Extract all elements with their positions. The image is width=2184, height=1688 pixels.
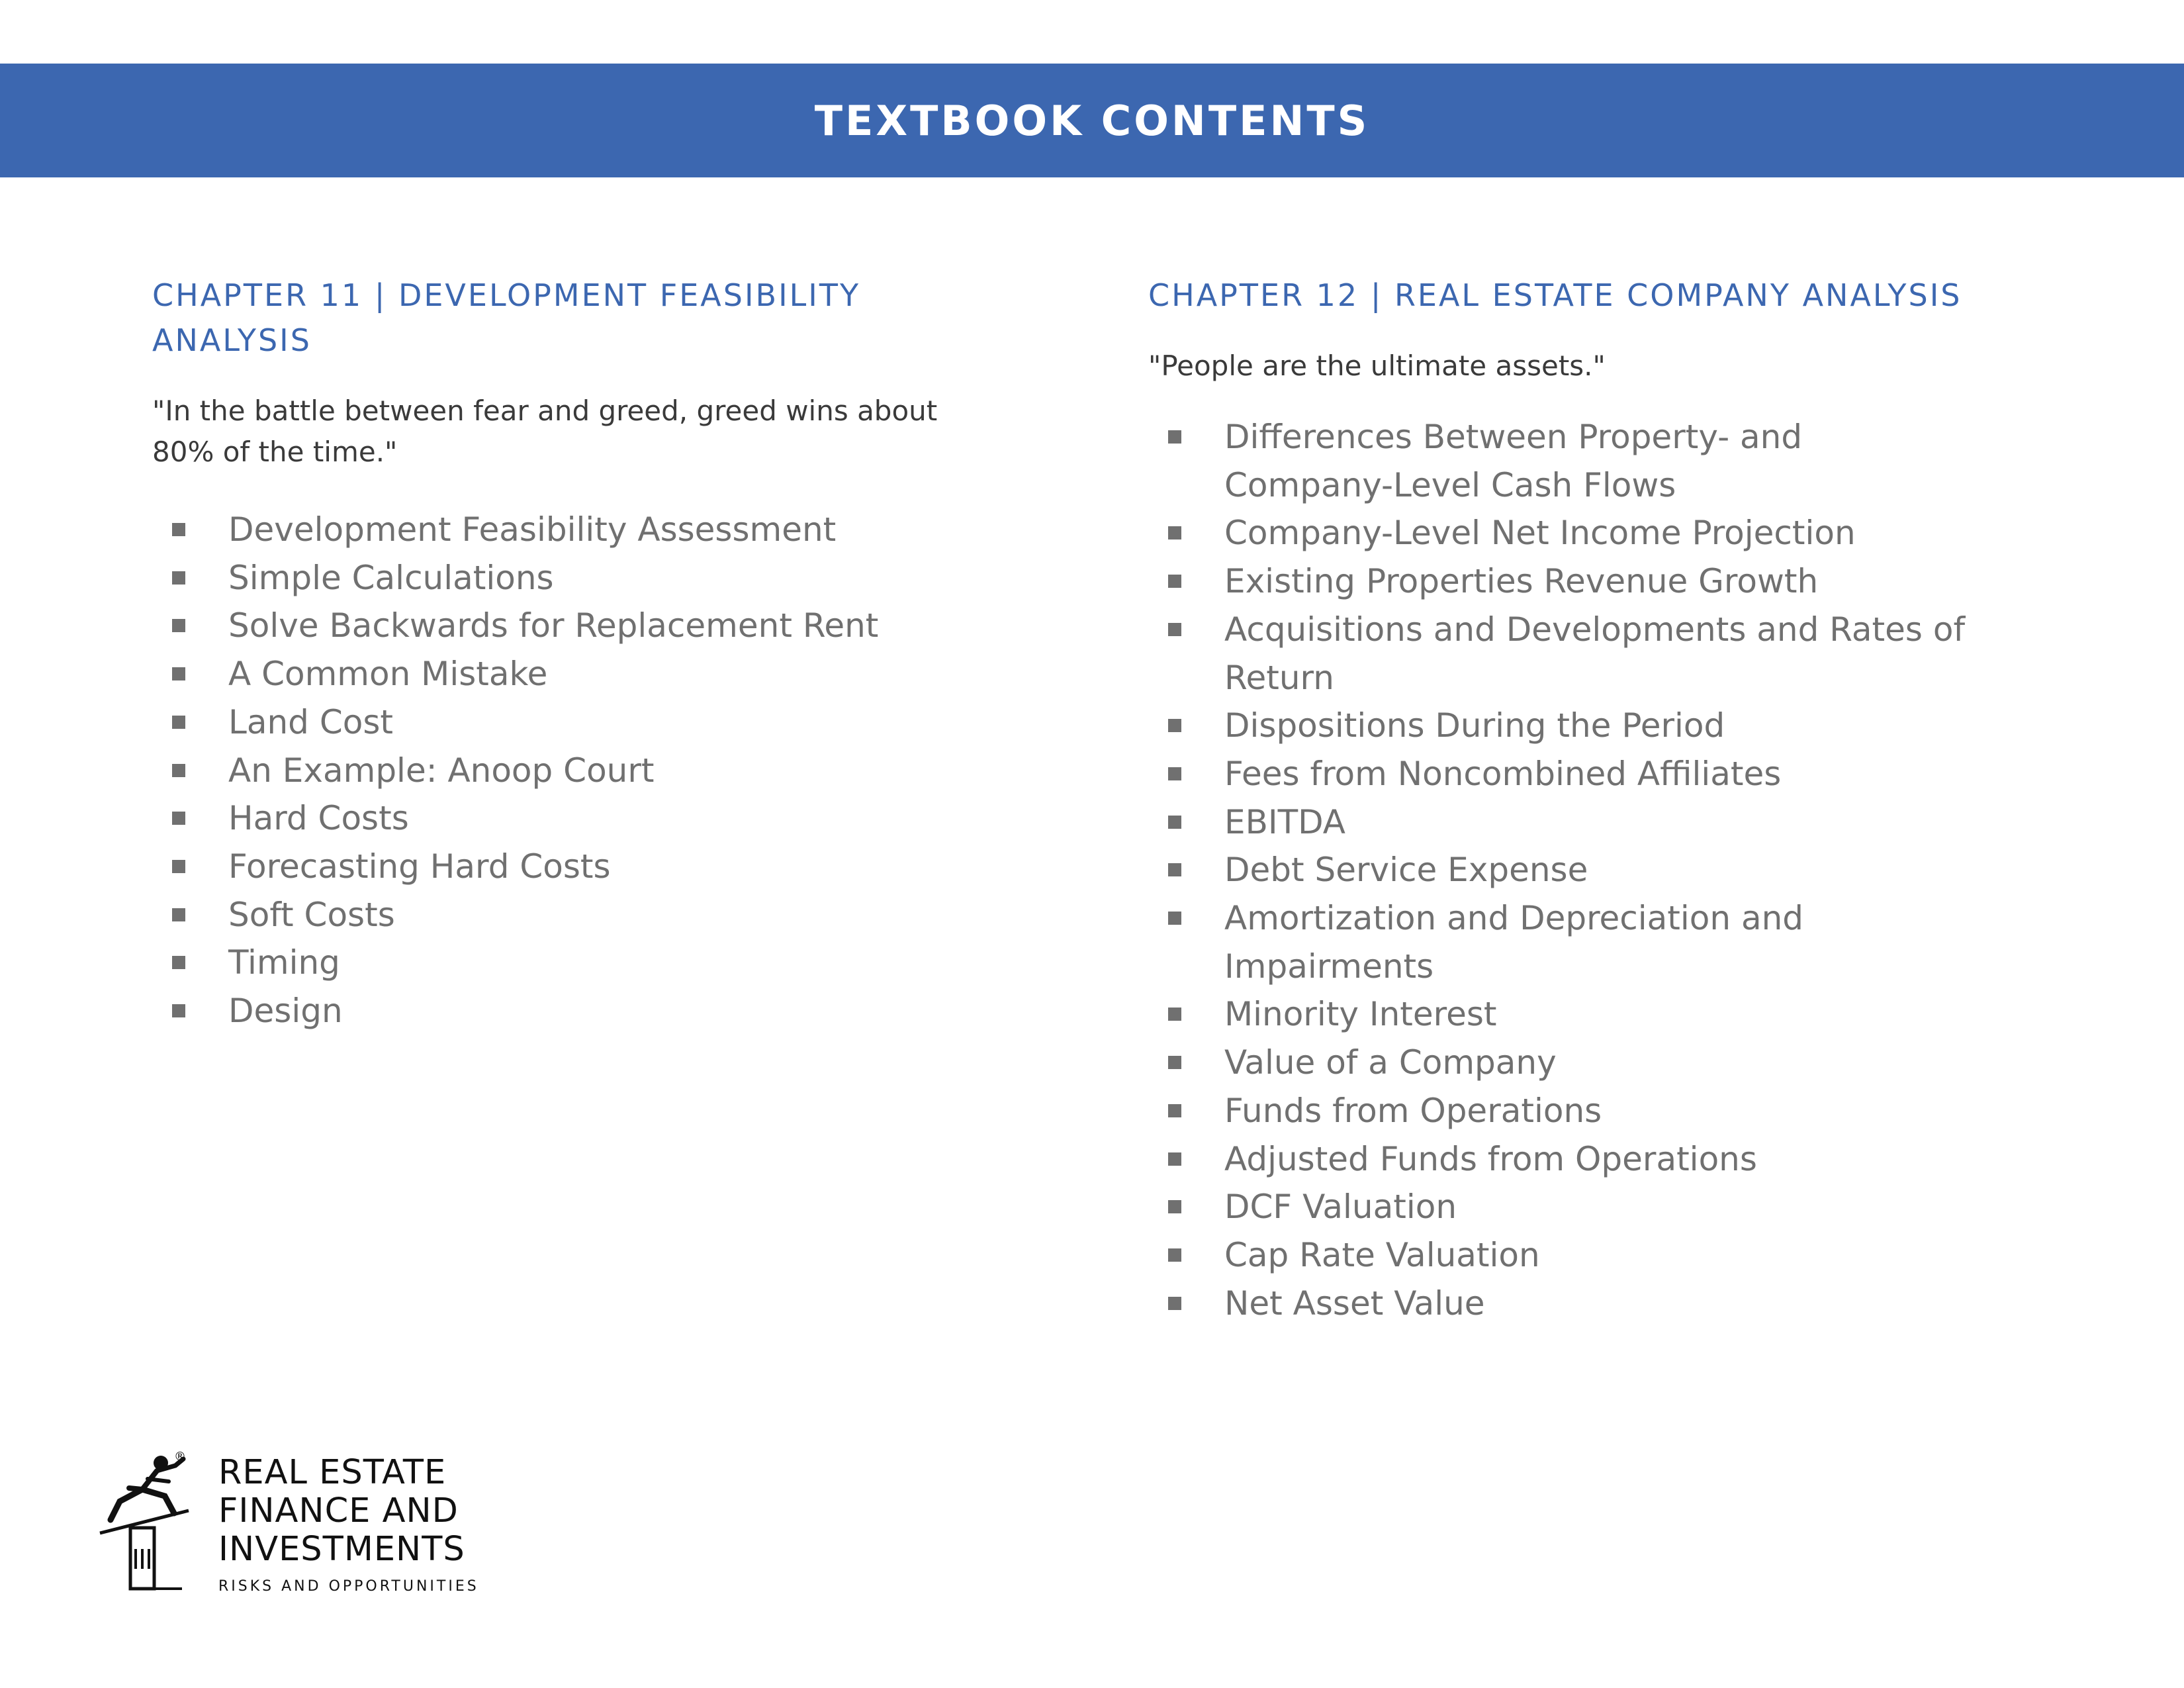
hurdler-on-building-icon	[96, 1450, 195, 1595]
topic-item	[152, 747, 979, 795]
chapter-11-heading: CHAPTER 11 | DEVELOPMENT FEASIBILITY ANALYSIS	[152, 277, 861, 358]
topic-item	[152, 987, 979, 1035]
topic-label: Development Feasibility Assessment	[228, 510, 837, 549]
square-bullet-icon	[172, 908, 185, 921]
topic-item	[1148, 702, 1976, 750]
square-bullet-icon	[172, 956, 185, 969]
topic-label: Forecasting Hard Costs	[228, 847, 611, 886]
chapter-11-quote: "In the battle between fear and greed, greed wins about 80% of the time."	[152, 395, 938, 468]
topic-item	[152, 506, 979, 554]
topic-item	[152, 602, 979, 650]
topic-item	[152, 891, 979, 939]
square-bullet-icon	[1168, 526, 1181, 539]
logo-line-3: INVESTMENTS	[218, 1530, 465, 1569]
square-bullet-icon	[1168, 1152, 1181, 1166]
topic-item	[1148, 1039, 1976, 1087]
chapter-11-section	[152, 273, 979, 1035]
topic-label: Company-Level Net Income Projection	[1224, 514, 1856, 553]
topic-label: Net Asset Value	[1224, 1284, 1485, 1323]
topic-label: Debt Service Expense	[1224, 851, 1588, 890]
topic-item	[1148, 798, 1976, 847]
topic-item	[1148, 1231, 1976, 1280]
chapter-12-heading: CHAPTER 12 | REAL ESTATE COMPANY ANALYSIS	[1148, 277, 1962, 313]
topic-label: An Example: Anoop Court	[228, 751, 655, 790]
topic-label: Land Cost	[228, 702, 393, 741]
topic-label: Simple Calculations	[228, 558, 554, 597]
square-bullet-icon	[1168, 719, 1181, 732]
topic-label: Cap Rate Valuation	[1224, 1235, 1540, 1274]
square-bullet-icon	[1168, 863, 1181, 876]
topic-label: DCF Valuation	[1224, 1188, 1457, 1227]
topic-label: Design	[228, 992, 343, 1031]
square-bullet-icon	[1168, 767, 1181, 780]
square-bullet-icon	[172, 619, 185, 632]
topic-label: Timing	[228, 943, 340, 982]
chapter-12-topic-list	[1148, 413, 1976, 1327]
topic-item	[1148, 990, 1976, 1039]
topic-item	[152, 698, 979, 747]
square-bullet-icon	[172, 667, 185, 680]
square-bullet-icon	[1168, 1008, 1181, 1021]
topic-label: Differences Between Property- and Company-Level Cash Flows	[1224, 418, 1803, 504]
topic-label: Fees from Noncombined Affiliates	[1224, 754, 1782, 793]
topic-label: Existing Properties Revenue Growth	[1224, 562, 1819, 601]
topic-item	[152, 939, 979, 987]
topic-label: Solve Backwards for Replacement Rent	[228, 606, 879, 645]
topic-item	[152, 554, 979, 602]
topic-label: EBITDA	[1224, 802, 1346, 841]
topic-item	[152, 843, 979, 891]
topic-item	[1148, 413, 1976, 509]
topic-item	[1148, 1280, 1976, 1328]
square-bullet-icon	[1168, 816, 1181, 829]
square-bullet-icon	[1168, 575, 1181, 588]
square-bullet-icon	[172, 523, 185, 536]
square-bullet-icon	[1168, 1200, 1181, 1213]
logo-line-1: REAL ESTATE	[218, 1453, 447, 1492]
square-bullet-icon	[172, 860, 185, 873]
square-bullet-icon	[172, 571, 185, 585]
logo-tagline: RISKS AND OPPORTUNITIES	[218, 1578, 479, 1595]
header-banner	[0, 64, 2184, 177]
topic-label: A Common Mistake	[228, 655, 548, 694]
square-bullet-icon	[1168, 623, 1181, 636]
topic-item	[1148, 1135, 1976, 1184]
topic-item	[152, 794, 979, 843]
chapter-12-section	[1148, 273, 1976, 1327]
page-title: TEXTBOOK CONTENTS	[814, 96, 1370, 145]
square-bullet-icon	[172, 716, 185, 729]
topic-item	[1148, 606, 1976, 702]
topic-label: Amortization and Depreciation and Impairments	[1224, 899, 1804, 986]
topic-item	[1148, 1183, 1976, 1231]
topic-item	[1148, 1087, 1976, 1135]
topic-label: Soft Costs	[228, 895, 395, 934]
topic-item	[1148, 846, 1976, 894]
square-bullet-icon	[1168, 1104, 1181, 1117]
chapter-12-quote: "People are the ultimate assets."	[1148, 350, 1606, 382]
topic-item	[152, 650, 979, 698]
logo-line-2: FINANCE AND	[218, 1491, 459, 1530]
square-bullet-icon	[1168, 1056, 1181, 1069]
registered-mark: ®	[174, 1450, 186, 1464]
square-bullet-icon	[1168, 1297, 1181, 1310]
topic-label: Adjusted Funds from Operations	[1224, 1139, 1757, 1178]
topic-label: Value of a Company	[1224, 1043, 1557, 1082]
topic-label: Minority Interest	[1224, 995, 1497, 1034]
topic-label: Dispositions During the Period	[1224, 706, 1725, 745]
square-bullet-icon	[1168, 430, 1181, 444]
topic-label: Funds from Operations	[1224, 1091, 1602, 1130]
topic-item	[1148, 750, 1976, 798]
topic-item	[1148, 557, 1976, 606]
square-bullet-icon	[1168, 912, 1181, 925]
topic-item	[1148, 894, 1976, 990]
topic-label: Hard Costs	[228, 799, 409, 838]
topic-label: Acquisitions and Developments and Rates of Return	[1224, 610, 1966, 697]
square-bullet-icon	[172, 764, 185, 777]
square-bullet-icon	[1168, 1248, 1181, 1262]
topic-item	[1148, 509, 1976, 557]
square-bullet-icon	[172, 812, 185, 825]
publisher-logo	[96, 1450, 479, 1595]
square-bullet-icon	[172, 1004, 185, 1017]
logo-wordmark	[218, 1454, 479, 1595]
chapter-11-topic-list	[152, 506, 979, 1035]
